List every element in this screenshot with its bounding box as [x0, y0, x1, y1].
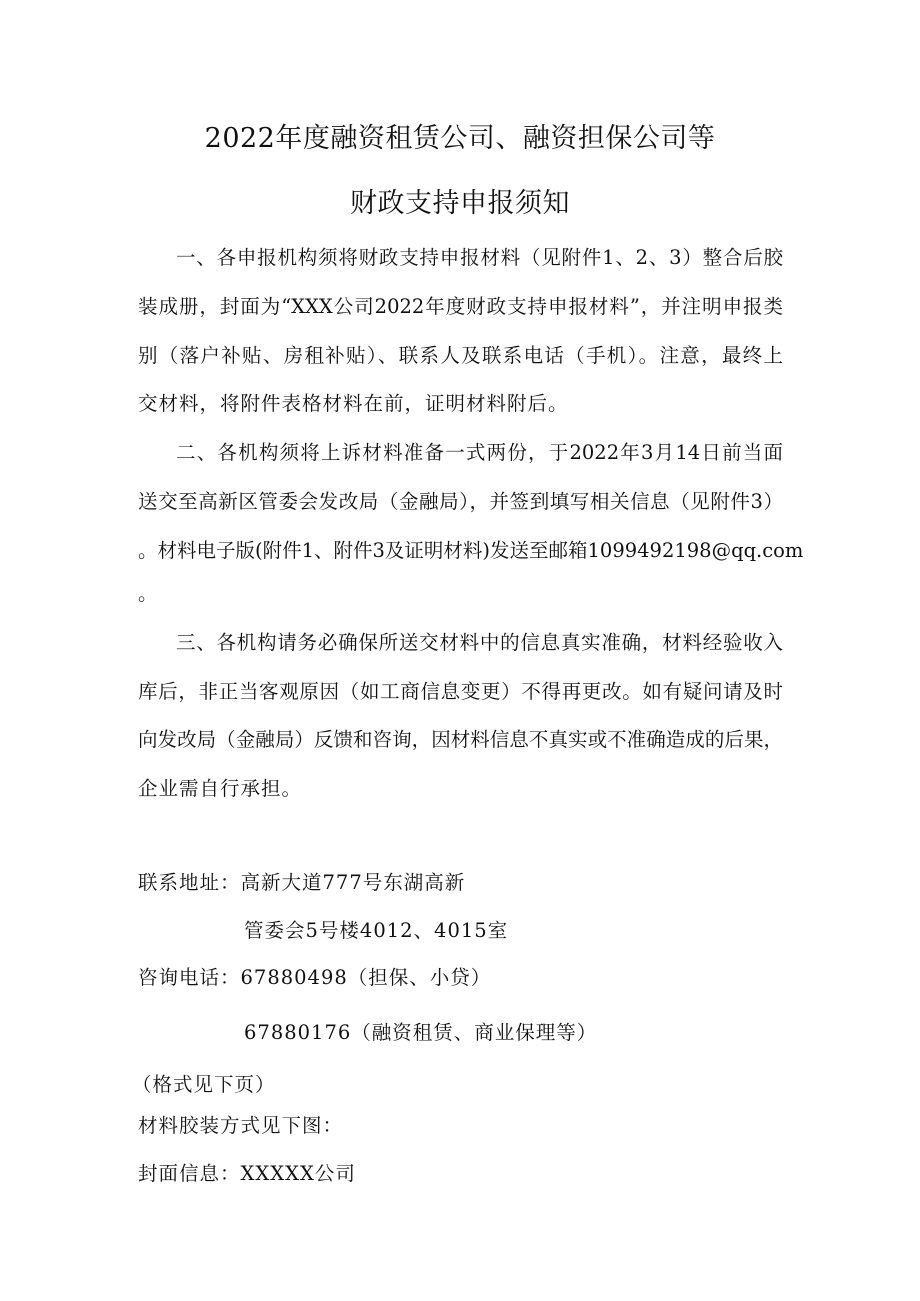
paragraph-1-line-3: 别（落户补贴、房租补贴）、联系人及联系电话（手机）。注意，最终上: [138, 344, 783, 367]
paragraph-2-line-4: 。: [138, 582, 159, 605]
document-title-line2: 财政支持申报须知: [350, 188, 570, 219]
format-note: （格式见下页）: [132, 1073, 276, 1096]
paragraph-3-line-4: 企业需自行承担。: [138, 777, 303, 800]
paragraph-3-line-3: 向发改局（金融局）反馈和咨询，因材料信息不真实或不准确造成的后果，: [138, 728, 783, 751]
contact-address-line2: 管委会5号楼4012、4015室: [244, 919, 509, 942]
paragraph-2-line-3: 。材料电子版(附件1、附件3及证明材料)发送至邮箱1099492198@qq.com: [138, 539, 804, 562]
contact-address-line1: 联系地址：高新大道777号东湖高新: [138, 871, 466, 894]
cover-info: 封面信息：XXXXX公司: [138, 1162, 356, 1185]
paragraph-1-line-2: 装成册，封面为“XXX公司2022年度财政支持申报材料”，并注明申报类: [138, 295, 783, 318]
paragraph-1-line-4: 交材料，将附件表格材料在前，证明材料附后。: [138, 392, 569, 415]
paragraph-3-line-2: 库后，非正当客观原因（如工商信息变更）不得再更改。如有疑问请及时: [138, 680, 783, 703]
document-title-line1: 2022年度融资租赁公司、融资担保公司等: [204, 123, 716, 154]
paragraph-1-line-1: 一、各申报机构须将财政支持申报材料（见附件1、2、3）整合后胶: [176, 246, 783, 269]
contact-phone-line1: 咨询电话：67880498（担保、小贷）: [138, 966, 492, 989]
paragraph-2-line-2: 送交至高新区管委会发改局（金融局），并签到填写相关信息（见附件3）: [138, 490, 783, 513]
binding-note: 材料胶装方式见下图：: [138, 1114, 344, 1137]
paragraph-2-line-1: 二、各机构须将上诉材料准备一式两份，于2022年3月14日前当面: [176, 441, 783, 464]
paragraph-3-line-1: 三、各机构请务必确保所送交材料中的信息真实准确，材料经验收入: [176, 631, 783, 654]
contact-phone-line2: 67880176（融资租赁、商业保理等）: [244, 1021, 598, 1044]
